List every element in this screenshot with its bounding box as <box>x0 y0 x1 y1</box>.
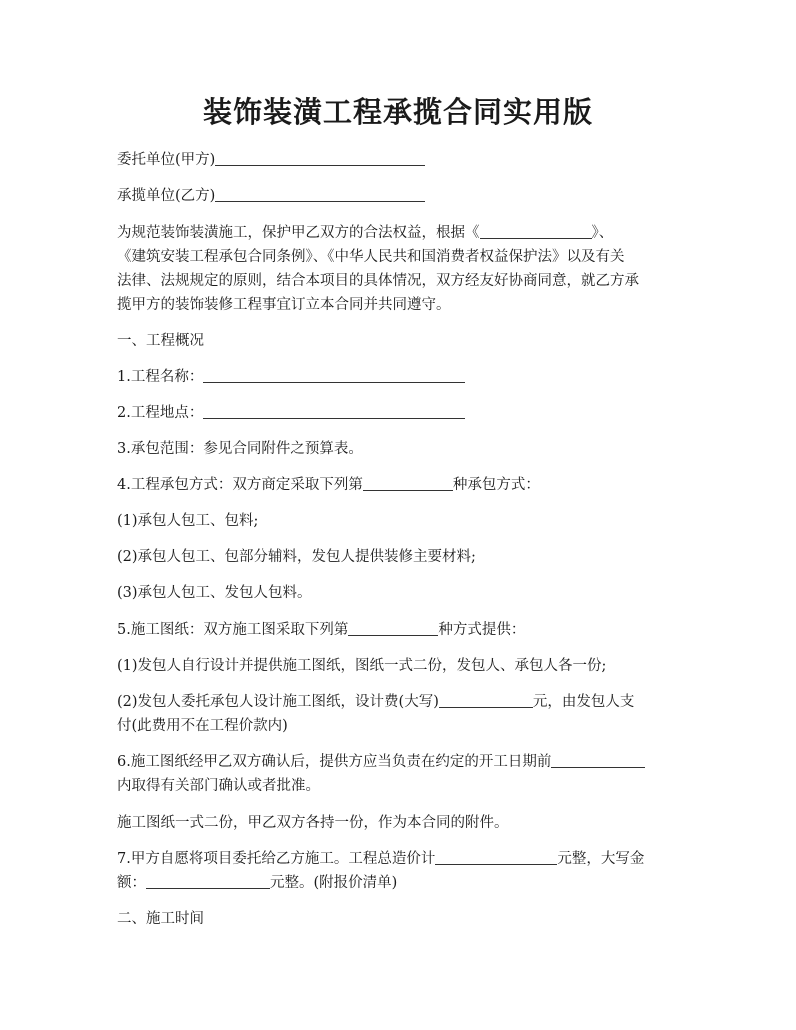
intro-line-2: 《建筑安装工程承包合同条例》、《中华人民共和国消费者权益保护法》以及有关 <box>117 249 625 265</box>
copies-note: 施工图纸一式二份，甲乙双方各持一份，作为本合同的附件。 <box>117 815 509 831</box>
drawings-option-2-text: (2)发包人委托承包人设计施工图纸，设计费(大写) <box>117 694 439 710</box>
project-location-line <box>117 400 683 426</box>
contract-method-blank <box>363 474 453 491</box>
drawings-text: 5.施工图纸：双方施工图采取下列第 <box>117 622 349 638</box>
amount-words-blank <box>146 872 270 889</box>
client-blank <box>215 149 425 166</box>
intro-line-1 <box>117 220 683 246</box>
contractor-line <box>117 183 683 209</box>
amount-words-suffix: 元整。(附报价清单) <box>270 875 398 891</box>
contract-method-suffix: 种承包方式： <box>452 477 540 493</box>
approval-line-1 <box>117 749 683 775</box>
project-name-label: 1.工程名称： <box>117 369 204 385</box>
total-cost-suffix: 元整，大写金 <box>557 851 645 867</box>
contractor-label: 承揽单位(乙方) <box>117 188 216 204</box>
project-name-line <box>117 364 683 390</box>
intro-line-3: 法律、法规规定的原则，结合本项目的具体情况，双方经友好协商同意，就乙方承 <box>117 273 639 289</box>
total-cost-line-1 <box>117 846 683 872</box>
amount-words-label: 额： <box>117 875 146 891</box>
contract-option-2: (2)承包人包工、包部分辅料，发包人提供装修主要材料; <box>117 549 476 565</box>
design-fee-blank <box>439 691 533 708</box>
section-2-heading: 二、施工时间 <box>117 911 204 927</box>
intro-line-4: 揽甲方的装饰装修工程事宜订立本合同并共同遵守。 <box>117 297 451 313</box>
project-name-blank <box>203 366 465 383</box>
contract-method-text: 4.工程承包方式：双方商定采取下列第 <box>117 477 363 493</box>
drawings-blank <box>348 619 438 636</box>
intro-text-1b: 》、 <box>591 225 614 241</box>
drawings-option-1: (1)发包人自行设计并提供施工图纸，图纸一式二份，发包人、承包人各一份; <box>117 658 607 674</box>
drawings-option-2-suffix: 元，由发包人支 <box>532 694 635 710</box>
total-cost-line-2 <box>117 870 683 896</box>
contract-option-3: (3)承包人包工、发包人包料。 <box>117 585 312 601</box>
drawings-option-2-line-2: 付(此费用不在工程价款内) <box>117 718 288 734</box>
section-1-heading: 一、工程概况 <box>117 333 204 349</box>
contractor-blank <box>215 185 425 202</box>
total-cost-text: 7.甲方自愿将项目委托给乙方施工。工程总造价计 <box>117 851 436 867</box>
intro-text-1: 为规范装饰装潢施工，保护甲乙双方的合法权益，根据《 <box>117 225 480 241</box>
contract-option-1: (1)承包人包工、包料; <box>117 513 259 529</box>
project-location-blank <box>203 402 465 419</box>
contract-scope: 3.承包范围：参见合同附件之预算表。 <box>117 441 363 457</box>
drawings-suffix: 种方式提供： <box>438 622 526 638</box>
approval-deadline-blank <box>551 751 645 768</box>
regulation-blank <box>480 222 592 239</box>
client-label: 委托单位(甲方) <box>117 152 216 168</box>
approval-text: 6.施工图纸经甲乙双方确认后，提供方应当负责在约定的开工日期前 <box>117 754 552 770</box>
total-cost-blank <box>435 848 557 865</box>
drawings-option-2-line-1 <box>117 689 683 715</box>
project-location-label: 2.工程地点： <box>117 405 204 421</box>
drawings-line <box>117 617 683 643</box>
document-title: 装饰装潢工程承揽合同实用版 <box>202 95 593 129</box>
contract-method-line <box>117 472 683 498</box>
approval-line-2: 内取得有关部门确认或者批准。 <box>117 778 320 794</box>
client-line <box>117 147 683 173</box>
